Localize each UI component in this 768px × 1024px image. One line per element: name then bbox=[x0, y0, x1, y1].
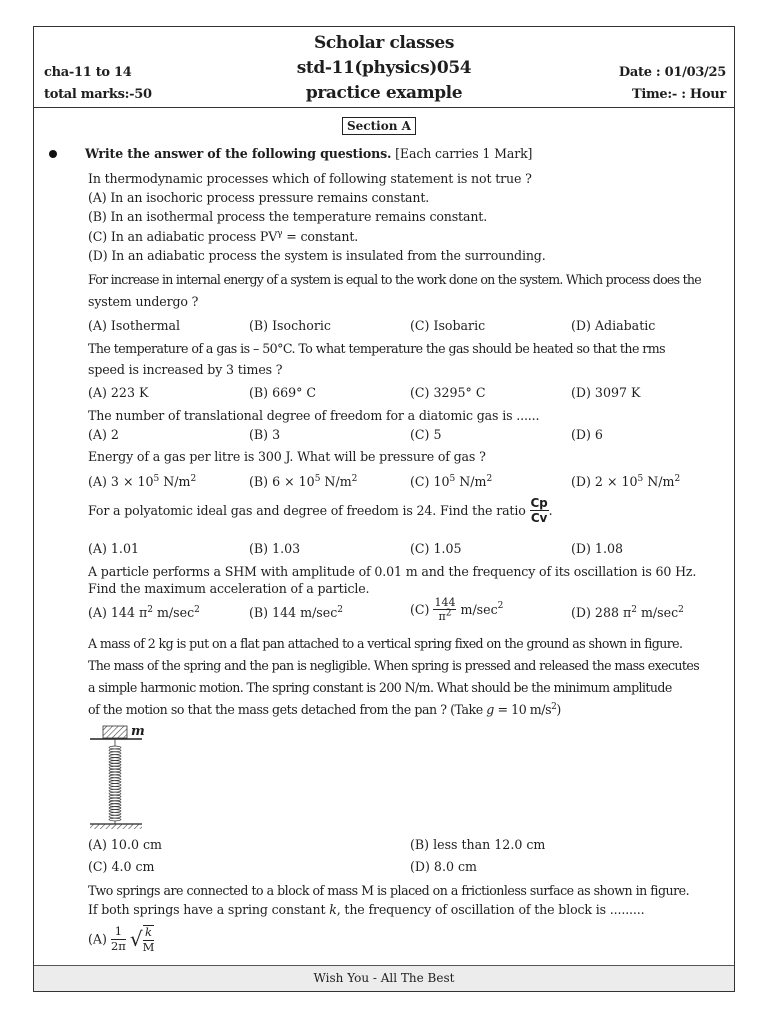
q2-option-b: (B) Isochoric bbox=[249, 318, 331, 333]
spring-turn bbox=[115, 792, 121, 795]
spring-turn bbox=[115, 815, 121, 818]
q2-option-a: (A) Isothermal bbox=[88, 318, 181, 333]
q4-option-b: (B) 3 bbox=[249, 427, 281, 442]
spring-turn bbox=[115, 769, 121, 772]
q3-option-d: (D) 3097 K bbox=[571, 385, 641, 400]
spring-turn bbox=[115, 778, 121, 781]
q7-b-sq: 2 bbox=[337, 604, 344, 615]
q7-d-unit: m/sec bbox=[636, 605, 679, 620]
q8-line4-pre: of the motion so that the mass gets detached from the pan ? (Take bbox=[88, 702, 487, 717]
instruction-marks: [Each carries 1 Mark] bbox=[395, 146, 533, 161]
q8-option-a: (A) 10.0 cm bbox=[88, 837, 162, 852]
cp-cv-ratio bbox=[530, 497, 549, 524]
q7-c-unit: m/sec bbox=[460, 602, 498, 617]
q7-c-pi: π bbox=[438, 610, 446, 623]
q4-question: The number of translational degree of freedom for a diatomic gas is ...... bbox=[88, 408, 540, 423]
spring-turn bbox=[115, 798, 121, 801]
spring-coil bbox=[109, 739, 121, 824]
spring-turn bbox=[115, 772, 121, 775]
spring-turn bbox=[115, 781, 121, 784]
header-divider bbox=[34, 107, 734, 108]
total-marks: total marks:-50 bbox=[44, 87, 152, 102]
q8-question-line2: The mass of the spring and the pan is negligible. When spring is pressed and released the mass executes bbox=[88, 658, 700, 673]
q5-a-unit-exp: 2 bbox=[190, 473, 197, 484]
q3-question-line1: The temperature of a gas is – 50°C. To what temperature the gas should be heated so that the rms bbox=[88, 341, 666, 356]
q8-line4-end: ) bbox=[556, 702, 561, 717]
q7-question-line1: A particle performs a SHM with amplitude of 0.01 m and the frequency of its oscillation is 60 Hz. bbox=[88, 564, 697, 579]
q8-option-d: (D) 8.0 cm bbox=[410, 859, 477, 874]
instruction bbox=[85, 146, 532, 161]
q7-option-b bbox=[249, 605, 343, 620]
q5-c-base: (C) 10 bbox=[410, 474, 450, 489]
q5-a-exp: 5 bbox=[153, 473, 160, 484]
q5-c-unit-exp: 2 bbox=[486, 473, 493, 484]
q7-option-a bbox=[88, 605, 200, 620]
q9-a-label: (A) bbox=[88, 931, 107, 947]
mass-label: m bbox=[131, 724, 145, 739]
q5-a-unit: N/m bbox=[159, 474, 191, 489]
spring-turn bbox=[115, 804, 121, 807]
mass-block bbox=[103, 726, 127, 738]
q3-option-a: (A) 223 K bbox=[88, 385, 149, 400]
instruction-text: Write the answer of the following questions. bbox=[85, 146, 392, 161]
q7-c-num: 144 bbox=[434, 596, 456, 609]
q7-d-base: (D) 288 π bbox=[571, 605, 632, 620]
q9-k-symbol: k bbox=[329, 902, 337, 917]
q8-question-line3: a simple harmonic motion. The spring constant is 200 N/m. What should be the minimum amplitude bbox=[88, 680, 672, 695]
q7-d-unit-sq: 2 bbox=[678, 604, 684, 615]
q1-c-gamma: γ bbox=[277, 228, 283, 239]
spring-turn bbox=[115, 789, 121, 792]
q9-a-num: 1 bbox=[111, 926, 126, 940]
q8-line4-mid: = 10 m/s bbox=[493, 702, 552, 717]
spring-turn bbox=[115, 818, 121, 821]
school-title: Scholar classes bbox=[313, 33, 455, 53]
cv-symbol: Cv bbox=[530, 511, 548, 525]
q5-b-unit: N/m bbox=[320, 474, 352, 489]
q9-a-den: 2π bbox=[110, 938, 126, 953]
spring-mass-figure bbox=[86, 724, 156, 832]
exam-time: Time:- : Hour bbox=[631, 87, 726, 102]
q8-option-b: (B) less than 12.0 cm bbox=[410, 837, 546, 852]
spring-turn bbox=[115, 758, 121, 761]
spring-turn bbox=[115, 775, 121, 778]
q6-option-a: (A) 1.01 bbox=[88, 541, 139, 556]
q5-option-d bbox=[571, 474, 680, 489]
q4-option-c: (C) 5 bbox=[410, 427, 442, 442]
q1-option-b: (B) In an isothermal process the temperature remains constant. bbox=[88, 209, 488, 224]
q5-d-base: (D) 2 × 10 bbox=[571, 474, 638, 489]
q9-a-root-fraction bbox=[143, 925, 155, 953]
q7-c-pi-sq: 2 bbox=[445, 608, 452, 619]
q9-question-line2 bbox=[88, 902, 644, 917]
q6-text: For a polyatomic ideal gas and degree of freedom is 24. Find the ratio bbox=[88, 503, 526, 518]
q2-question-line2: system undergo ? bbox=[88, 294, 199, 309]
q9-a-root-den: M bbox=[142, 939, 155, 954]
q6-option-c: (C) 1.05 bbox=[410, 541, 462, 556]
spring-turn bbox=[115, 786, 121, 789]
q5-option-a bbox=[88, 474, 196, 489]
q1-option-c bbox=[88, 229, 358, 244]
exam-date: Date : 01/03/25 bbox=[618, 65, 726, 80]
q7-a-unit-sq: 2 bbox=[194, 604, 200, 615]
spring-turn bbox=[115, 760, 121, 763]
spring-turn bbox=[115, 812, 121, 815]
q7-a-sq: 2 bbox=[147, 604, 153, 615]
spring-turn bbox=[115, 746, 121, 749]
q7-option-c bbox=[410, 597, 503, 622]
q5-option-b bbox=[249, 474, 357, 489]
cp-symbol: Cp bbox=[530, 496, 548, 510]
spring-turn bbox=[115, 763, 121, 766]
q7-b-base: (B) 144 m/sec bbox=[249, 605, 338, 620]
q4-option-d: (D) 6 bbox=[571, 427, 603, 442]
q5-b-unit-exp: 2 bbox=[351, 473, 358, 484]
q7-c-den bbox=[433, 610, 456, 622]
spring-turn bbox=[115, 795, 121, 798]
q7-c-label: (C) bbox=[410, 602, 430, 617]
spring-turn bbox=[115, 755, 121, 758]
q1-option-a: (A) In an isochoric process pressure remains constant. bbox=[88, 190, 430, 205]
spring-turn bbox=[115, 752, 121, 755]
q2-option-c: (C) Isobaric bbox=[410, 318, 486, 333]
q7-c-fraction bbox=[433, 597, 456, 622]
chapters: cha-11 to 14 bbox=[44, 65, 132, 80]
spring-turn bbox=[115, 749, 121, 752]
q5-c-exp: 5 bbox=[449, 473, 456, 484]
q8-question-line4 bbox=[88, 702, 561, 717]
footer-text: Wish You - All The Best bbox=[313, 971, 455, 985]
q3-option-b: (B) 669° C bbox=[249, 385, 317, 400]
q7-question-line2: Find the maximum acceleration of a particle. bbox=[88, 581, 370, 596]
q1-c-pre: (C) In an adiabatic process PV bbox=[88, 229, 278, 244]
q2-option-d: (D) Adiabatic bbox=[571, 318, 656, 333]
spring-turn bbox=[115, 766, 121, 769]
section-label: Section A bbox=[342, 117, 416, 135]
q8-g-symbol: g bbox=[486, 702, 494, 717]
subject-title: std-11(physics)054 bbox=[296, 58, 472, 78]
q5-d-unit: N/m bbox=[643, 474, 675, 489]
q4-option-a: (A) 2 bbox=[88, 427, 119, 442]
exam-type: practice example bbox=[305, 83, 463, 103]
q5-d-unit-exp: 2 bbox=[674, 473, 681, 484]
spring-turn bbox=[115, 784, 121, 787]
q5-option-c bbox=[410, 474, 492, 489]
bullet-icon bbox=[49, 150, 57, 158]
q9-line2-pre: If both springs have a spring constant bbox=[88, 902, 330, 917]
q8-question-line1: A mass of 2 kg is put on a flat pan attached to a vertical spring fixed on the ground as shown in figure. bbox=[88, 636, 683, 651]
q6-option-b: (B) 1.03 bbox=[249, 541, 301, 556]
q1-option-d: (D) In an adiabatic process the system is insulated from the surrounding. bbox=[88, 248, 546, 263]
q3-option-c: (C) 3295° C bbox=[410, 385, 486, 400]
q7-option-d bbox=[571, 605, 684, 620]
q7-c-unit-sq: 2 bbox=[497, 600, 504, 611]
spring-turn bbox=[115, 809, 121, 812]
q5-b-exp: 5 bbox=[314, 473, 321, 484]
q7-a-unit: m/sec bbox=[152, 605, 195, 620]
q7-a-base: (A) 144 π bbox=[88, 605, 148, 620]
spring-turn bbox=[115, 801, 121, 804]
q6-option-d: (D) 1.08 bbox=[571, 541, 623, 556]
spring-turn bbox=[115, 807, 121, 810]
q5-d-exp: 5 bbox=[637, 473, 644, 484]
footer-divider bbox=[34, 965, 734, 966]
q3-question-line2: speed is increased by 3 times ? bbox=[88, 362, 283, 377]
q1-question: In thermodynamic processes which of following statement is not true ? bbox=[88, 171, 532, 186]
q1-c-post: = constant. bbox=[282, 229, 359, 244]
q5-b-base: (B) 6 × 10 bbox=[249, 474, 315, 489]
q5-a-base: (A) 3 × 10 bbox=[88, 474, 154, 489]
q6-end: . bbox=[548, 503, 553, 518]
q9-option-a bbox=[88, 925, 154, 953]
q9-line2-post: , the frequency of oscillation of the block is ......... bbox=[336, 902, 645, 917]
q8-line4-exp: 2 bbox=[551, 701, 557, 712]
q2-question-line1: For increase in internal energy of a system is equal to the work done on the system. Which process does the bbox=[88, 272, 701, 287]
q9-question-line1: Two springs are connected to a block of mass M is placed on a frictionless surface as shown in figure. bbox=[88, 883, 690, 898]
square-root-icon: √ bbox=[129, 927, 143, 951]
q8-option-c: (C) 4.0 cm bbox=[88, 859, 155, 874]
q5-c-unit: N/m bbox=[455, 474, 487, 489]
q9-a-root-num: k bbox=[143, 927, 155, 941]
q5-question: Energy of a gas per litre is 300 J. What will be pressure of gas ? bbox=[88, 449, 486, 464]
q6-question bbox=[88, 497, 552, 524]
q7-d-sq: 2 bbox=[631, 604, 637, 615]
ground-hatch bbox=[90, 824, 142, 829]
q9-a-fraction bbox=[111, 926, 126, 952]
